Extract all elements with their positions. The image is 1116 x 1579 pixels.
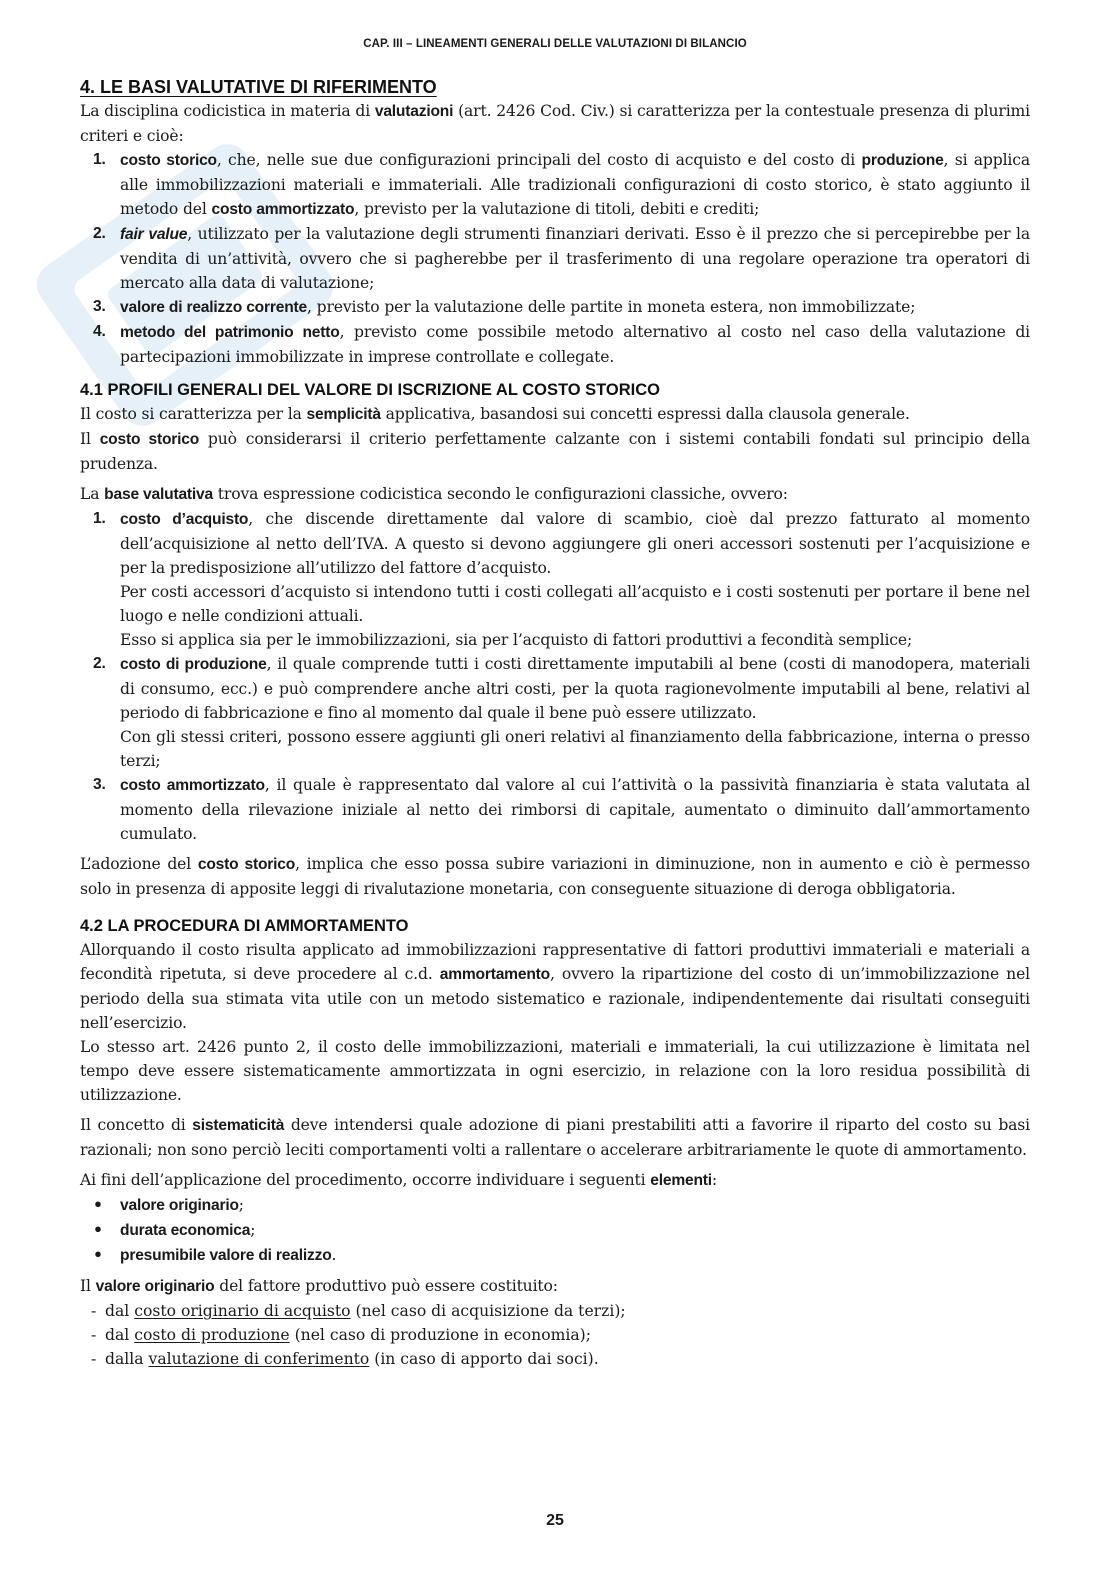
paragraph: Il costo si caratterizza per la semplicità applicativa, basandosi sui concetti espressi dalla clausola generale. [80,405,910,423]
paragraph: Lo stesso art. 2426 punto 2, il costo delle immobilizzazioni, materiali e immateriali, la cui utilizzazione è limitata nel tempo deve essere sistematicamente ammortizzata in ogni esercizio, in relazione con la loro residua possibilità di utilizzazione. [80,1038,1030,1104]
list-item: costo ammortizzato, il quale è rappresentato dal valore al cui l’attività o la passività finanziaria è stata valutata al momento della rilevazione iniziale al netto dei rimborsi di capitale, aumentato o diminuito dall’ammortamento cumulato. [120,776,1030,843]
list-item: • presumibile valore di realizzo. [120,1243,1030,1268]
paragraph: Ai fini dell’applicazione del procedimento, occorre individuare i seguenti elementi: [80,1171,718,1189]
original-value-list [80,1299,1030,1371]
list-item: costo di produzione, il quale comprende tutti i costi direttamente imputabili al bene (costi di manodopera, materiali di consumo, ecc.) e può comprendere anche altri costi, per la quota ragionevolmente imputabili al bene, relativi al periodo di fabbricazione e fino al momento dal quale il bene può essere utilizzato. Con gli stessi criteri, possono essere aggiunti gli oneri relativi al finanziamento della fabbricazione, interna o presso terzi; [120,655,1030,770]
list-item: valore di realizzo corrente, previsto per la valutazione delle partite in moneta estera, non immobilizzate; [120,298,916,316]
section-4-1-heading: 4.1 PROFILI GENERALI DEL VALORE DI ISCRIZIONE AL COSTO STORICO [80,381,661,399]
list-item: costo storico, che, nelle sue due configurazioni principali del costo di acquisto e del costo di produzione, si applica alle immobilizzazioni materiali e immateriali. Alle tradizionali configurazioni di costo storico, è stato aggiunto il metodo del costo ammortizzato, previsto per la valutazione di titoli, debiti e crediti; [120,151,1030,218]
elements-list [80,1193,1030,1268]
page-number: 25 [546,1512,564,1529]
configurations-list [80,507,1030,846]
list-item: - dal costo originario di acquisto (nel caso di acquisizione da terzi); [105,1299,1030,1323]
page-body [80,76,1030,1371]
section-4-intro: La disciplina codicistica in materia di valutazioni (art. 2426 Cod. Civ.) si caratterizza per la contestuale presenza di plurimi criteri e cioè: [80,102,1030,145]
list-item: • durata economica; [120,1218,1030,1243]
list-item: costo d’acquisto, che discende direttamente dal valore di scambio, cioè dal prezzo fatturato al momento dell’acquisizione al netto dell’IVA. A questo si devono aggiungere gli oneri accessori sostenuti per l’acquisizione e per la predisposizione all’utilizzo del fattore d’acquisto. Per costi accessori d’acquisto si intendono tutti i costi collegati all’acquisto e i costi sostenuti per portare il bene nel luogo e nelle condizioni attuali. Esso si applica sia per le immobilizzazioni, sia per l’acquisto di fattori produttivi a fecondità semplice; [120,510,1030,649]
list-item: fair value, utilizzato per la valutazione degli strumenti finanziari derivati. Esso è il prezzo che si percepirebbe per la vendita di un’attività, ovvero che si pagherebbe per il trasferimento di una regolare operazione tra operatori di mercato alla data di valutazione; [120,225,1030,292]
paragraph: Il concetto di sistematicità deve intendersi quale adozione di piani prestabiliti atti a favorire il riparto del costo su basi razionali; non sono perciò leciti comportamenti volti a rallentare o accelerare arbitrariamente le quote di ammortamento. [80,1116,1030,1159]
list-item: - dalla valutazione di conferimento (in caso di apporto dai soci). [105,1347,1030,1371]
list-item: • valore originario; [120,1193,1030,1218]
paragraph: Allorquando il costo risulta applicato ad immobilizzazioni rappresentative di fattori produttivi immateriali e materiali a fecondità ripetuta, si deve procedere al c.d. ammortamento, ovvero la ripartizione del costo di un’immobilizzazione nel periodo della sua stimata vita utile con un metodo sistematico e razionale, indipendentemente dai risultati conseguiti nell’esercizio. [80,941,1030,1032]
list-item: - dal costo di produzione (nel caso di produzione in economia); [105,1323,1030,1347]
criteria-list [80,148,1030,369]
paragraph: Il valore originario del fattore produttivo può essere costituito: [80,1277,558,1295]
list-item: metodo del patrimonio netto, previsto come possibile metodo alternativo al costo nel caso della valutazione di partecipazioni immobilizzate in imprese controllate e collegate. [120,323,1030,366]
running-header: CAP. III – LINEAMENTI GENERALI DELLE VALUTAZIONI DI BILANCIO [363,38,747,50]
section-4-heading: 4. LE BASI VALUTATIVE DI RIFERIMENTO [80,77,437,97]
paragraph: Il costo storico può considerarsi il criterio perfettamente calzante con i sistemi contabili fondati sul principio della prudenza. [80,430,1030,473]
paragraph: L’adozione del costo storico, implica che esso possa subire variazioni in diminuzione, non in aumento e ciò è permesso solo in presenza di apposite leggi di rivalutazione monetaria, con conseguente situazione di deroga obbligatoria. [80,855,1030,898]
paragraph: La base valutativa trova espressione codicistica secondo le configurazioni classiche, ovvero: [80,485,788,503]
section-4-2-heading: 4.2 LA PROCEDURA DI AMMORTAMENTO [80,917,409,935]
